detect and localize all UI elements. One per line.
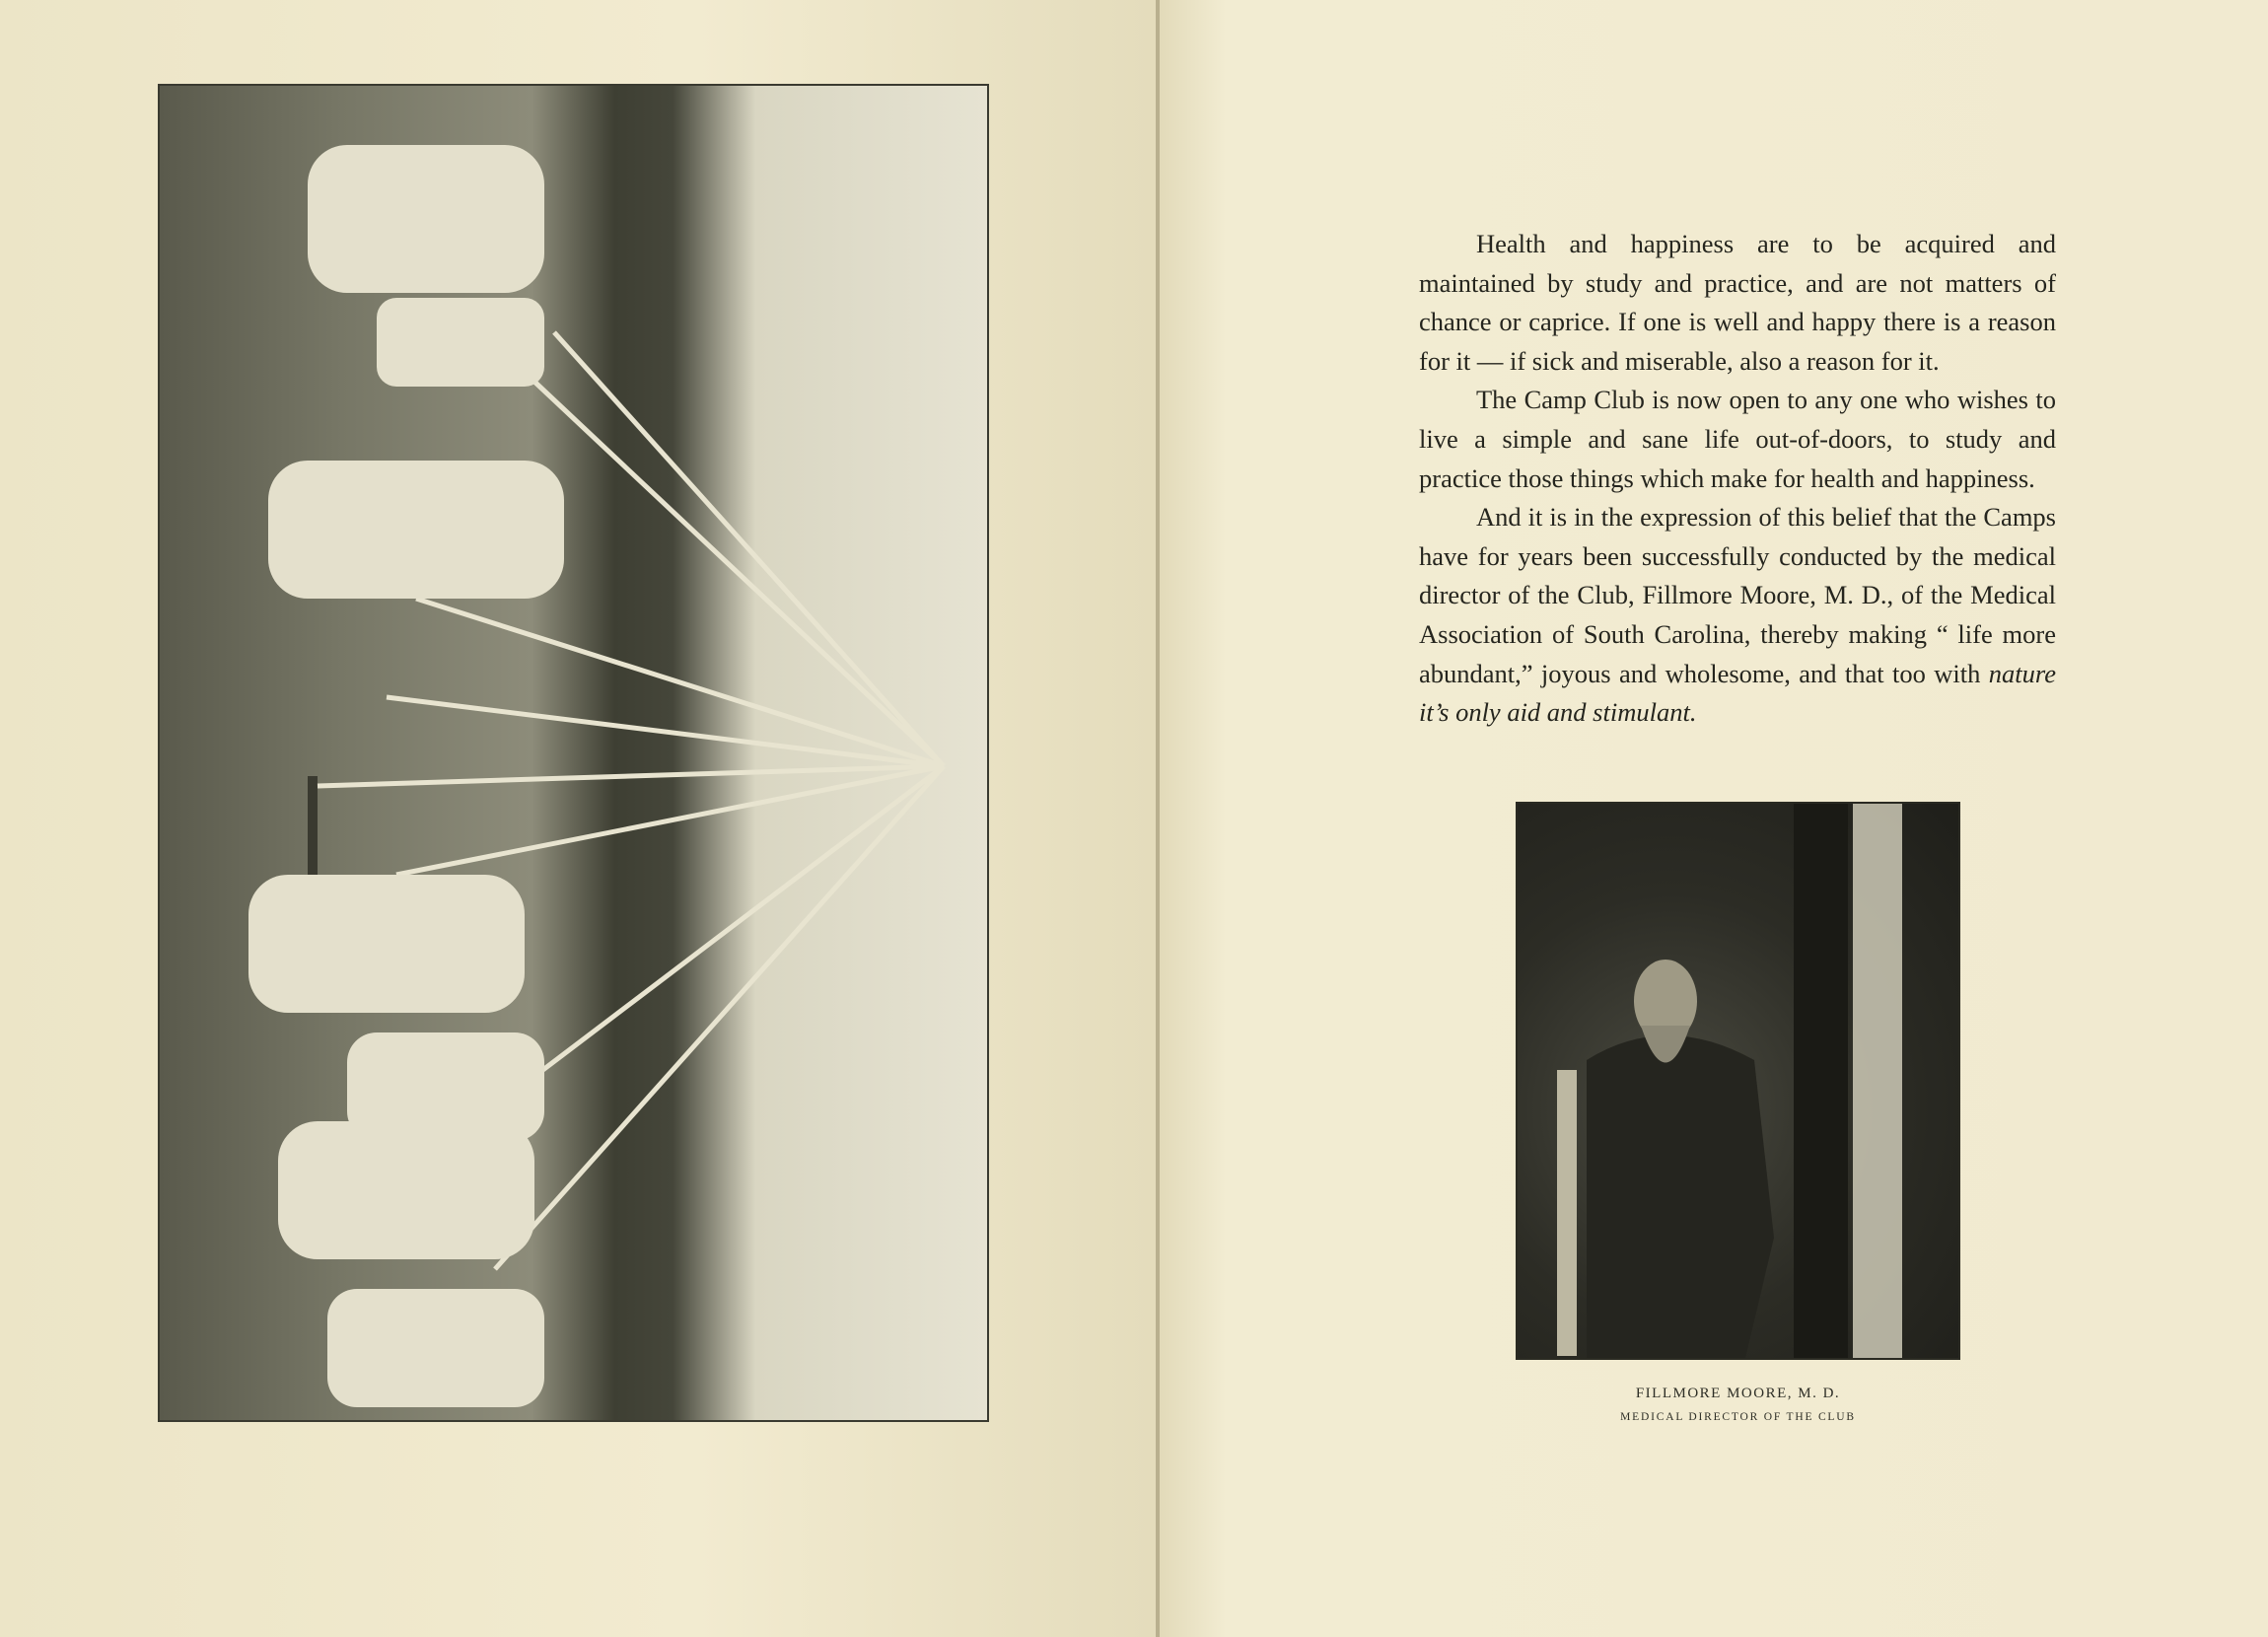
dancers <box>248 145 564 1407</box>
porch-column <box>1794 804 1848 1360</box>
paragraph-3 <box>1419 498 2056 733</box>
portrait-illustration <box>1518 804 1960 1360</box>
portrait-photo <box>1516 802 1960 1360</box>
portrait-caption-name: FILLMORE MOORE, M. D. <box>1635 1386 1841 1401</box>
paragraph-2: The Camp Club is now open to any one who wishes to live a simple and sane life out-of-doors, to study and practice those things which make for health and happiness. <box>1419 385 2056 493</box>
maypole-illustration <box>160 86 989 1422</box>
chair-back <box>1557 1070 1577 1356</box>
maypole-pole <box>308 776 318 875</box>
paragraph-3-italic: nature it’s only aid and stimulant. <box>1419 658 2056 728</box>
porch-post <box>1853 804 1902 1360</box>
paragraph-1: Health and happiness are to be acquired and maintained by study and practice, and are not matters of chance or caprice. If one is well and happy there is a reason for it — if sick and miserable, also a reason for it. <box>1419 229 2056 376</box>
suit <box>1587 1035 1774 1360</box>
portrait-caption-title: MEDICAL DIRECTOR OF THE CLUB <box>1620 1411 1856 1423</box>
body-text <box>1419 225 2056 733</box>
paragraph-3-text: And it is in the expression of this belief that the Camps have for years been successfully conducted by the medical director of the Club, Fillmore Moore, M. D., of the Medical Association of South Carolina, thereby making “ life more abundant,” joyous and wholesome, and that too with <box>1419 502 2056 688</box>
maypole-dance-photo <box>158 84 989 1422</box>
